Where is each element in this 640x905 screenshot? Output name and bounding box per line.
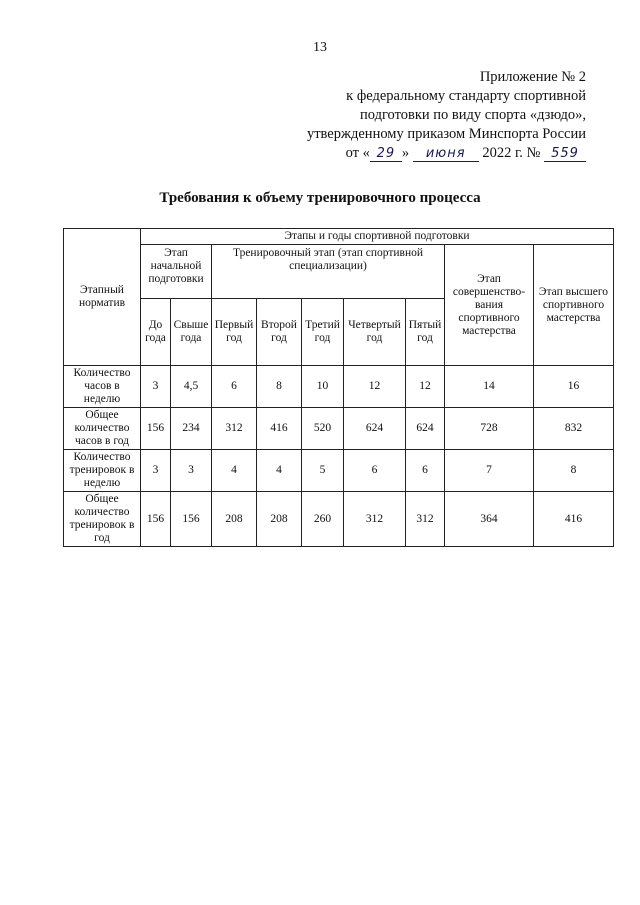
table-cell: 312 — [212, 408, 257, 450]
table-cell: 3 — [141, 450, 171, 492]
table-cell: 6 — [344, 450, 406, 492]
table-cell: 4 — [257, 450, 302, 492]
table-cell: 312 — [406, 492, 445, 547]
table-cell: 312 — [344, 492, 406, 547]
table-cell: 6 — [406, 450, 445, 492]
year-header: Второй год — [257, 299, 302, 366]
table-row — [64, 408, 614, 450]
table-cell: 3 — [171, 450, 212, 492]
table-cell: 8 — [534, 450, 614, 492]
table-cell: 8 — [257, 366, 302, 408]
table-cell: 4,5 — [171, 366, 212, 408]
table-cell: 3 — [141, 366, 171, 408]
appendix-header — [266, 68, 586, 163]
table-cell: 5 — [302, 450, 344, 492]
appendix-line: утвержденному приказом Минспорта России — [306, 126, 586, 142]
year-header: До года — [141, 299, 171, 366]
year-header: Четвертый год — [344, 299, 406, 366]
table-cell: 14 — [445, 366, 534, 408]
row-label: Количество тренировок в неделю — [64, 450, 141, 492]
table-cell: 10 — [302, 366, 344, 408]
appendix-line: подготовки по виду спорта «дзюдо», — [360, 107, 586, 123]
table-cell: 7 — [445, 450, 534, 492]
year-header: Пятый год — [406, 299, 445, 366]
row-label: Общее количество часов в год — [64, 408, 141, 450]
handwritten-day: 29 — [370, 146, 402, 162]
table-cell: 156 — [141, 408, 171, 450]
table-cell: 624 — [406, 408, 445, 450]
year-header: Свыше года — [171, 299, 212, 366]
corner-header: Этапный норматив — [64, 229, 141, 366]
date-prefix: от « — [345, 145, 370, 161]
date-year: 2022 г. № — [482, 145, 541, 161]
table-cell: 208 — [257, 492, 302, 547]
table-cell: 624 — [344, 408, 406, 450]
table-cell: 12 — [406, 366, 445, 408]
table-row — [64, 450, 614, 492]
page-number: 13 — [313, 40, 327, 55]
table-cell: 234 — [171, 408, 212, 450]
stage-training-header: Тренировочный этап (этап спортивной специализации) — [212, 245, 445, 299]
row-label: Количество часов в неделю — [64, 366, 141, 408]
table-cell: 156 — [171, 492, 212, 547]
table-cell: 520 — [302, 408, 344, 450]
stage-perfection-header: Этап совершенство-вания спортивного мастерства — [445, 245, 534, 366]
table-cell: 260 — [302, 492, 344, 547]
table-row — [64, 366, 614, 408]
table-cell: 16 — [534, 366, 614, 408]
handwritten-order-number: 559 — [544, 146, 586, 162]
table-header-row — [64, 245, 614, 299]
table-cell: 6 — [212, 366, 257, 408]
year-header: Третий год — [302, 299, 344, 366]
stage-highest-header: Этап высшего спортивного мастерства — [534, 245, 614, 366]
table-cell: 416 — [534, 492, 614, 547]
table-cell: 4 — [212, 450, 257, 492]
table-header-row — [64, 229, 614, 245]
date-quote: » — [401, 145, 410, 161]
row-label: Общее количество тренировок в год — [64, 492, 141, 547]
appendix-date-line — [266, 144, 586, 163]
document-title: Требования к объему тренировочного процесса — [159, 190, 481, 206]
table-cell: 12 — [344, 366, 406, 408]
handwritten-month: июня — [413, 146, 479, 162]
table-cell: 208 — [212, 492, 257, 547]
table-cell: 364 — [445, 492, 534, 547]
table-cell: 416 — [257, 408, 302, 450]
appendix-line: к федеральному стандарту спортивной — [346, 88, 586, 104]
table-cell: 832 — [534, 408, 614, 450]
group-header: Этапы и годы спортивной подготовки — [141, 229, 614, 245]
appendix-title: Приложение № 2 — [479, 69, 586, 85]
table-cell: 728 — [445, 408, 534, 450]
stage-initial-header: Этап начальной подготовки — [141, 245, 212, 299]
year-header: Первый год — [212, 299, 257, 366]
table-cell: 156 — [141, 492, 171, 547]
requirements-table — [63, 228, 614, 547]
table-row — [64, 492, 614, 547]
